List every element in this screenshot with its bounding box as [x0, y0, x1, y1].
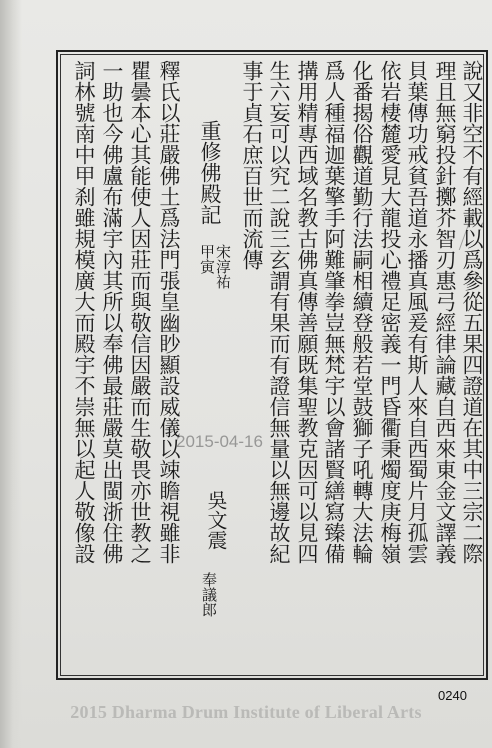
text-column-1: 說又非空不有經載以爲參從五果四證道在其中三宗二際 [460, 60, 484, 564]
date-stamp: 2015-04-16 [176, 432, 263, 451]
text-column-12: 一助也今佛盧布滿宇內其所以奉佛最莊嚴莫出閩浙住佛 [100, 60, 124, 564]
text-column-13: 詞林號南中甲刹雖規模廣大而殿宇不崇無以起人敬像設 [72, 60, 96, 564]
text-column-5: 化番揭俗觀道勤行法嗣相續登般若堂鼓獅子吼轉大法輪 [350, 60, 374, 564]
author-role: 奉議郎 [200, 572, 218, 617]
text-column-2: 理且無窮投針擲芥智刃惠弓經律論藏自西來東金文譯義 [433, 60, 457, 564]
essay-title: 重修佛殿記 [198, 120, 222, 225]
text-column-8: 生六妄可以究二說三玄謂有果而有證信無量以無邊故紀 [267, 60, 291, 564]
text-column-9: 事于貞石庶百世而流傳 [240, 60, 264, 270]
text-column-11: 瞿曇本心其能使人因莊而與敬信因嚴而生敬畏亦世教之 [128, 60, 152, 564]
text-column-7: 搆用精專西域名教古佛真傳善願既集聖教克因可以見四 [295, 60, 319, 564]
author-name: 吳文震 [204, 490, 228, 550]
title-note-era: 宋淳祐 [214, 244, 232, 289]
text-column-10: 釋氏以莊嚴佛土爲法門張皇幽眇顯設威儀以竦瞻視雖非 [157, 60, 181, 564]
text-column-3: 貝葉傳功戒貧吾道永播真風爰有斯人來自西蜀片月孤雲 [405, 60, 429, 564]
page-number: 0240 [438, 688, 467, 703]
title-note-year: 甲寅 [198, 244, 216, 274]
text-column-6: 爲人種福迦葉擎手阿難肇拳豈無梵宇以會諸賢繕寫臻備 [322, 60, 346, 564]
watermark-text: 2015 Dharma Drum Institute of Liberal Arts [70, 702, 422, 722]
text-column-4: 依岩棲麓愛見大龍投心禮足密義一門昏衢秉燭度庚梅嶺 [378, 60, 402, 564]
